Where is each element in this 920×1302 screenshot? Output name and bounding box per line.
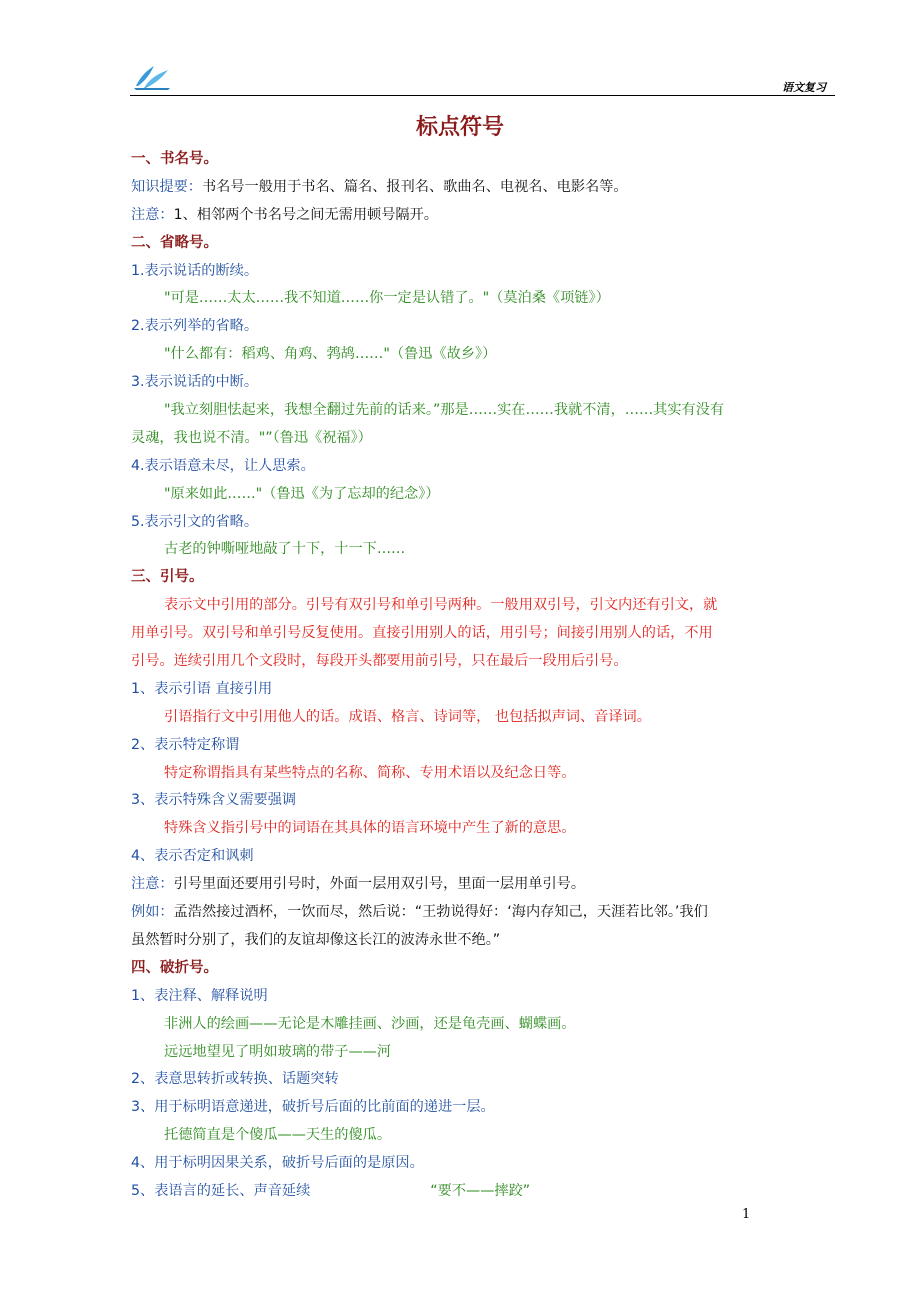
line-label: 5、表语言的延长、声音延续 [131, 1182, 311, 1199]
text-line: 1.表示说话的断续。 [131, 262, 259, 279]
text-line: 引语指行文中引用他人的话。成语、格言、诗词等， 也包括拟声词、音译词。 [164, 708, 651, 725]
line-text: 1、相邻两个书名号之间无需用顿号隔开。 [173, 206, 438, 223]
text-line: 灵魂，我也说不清。"”（鲁迅《祝福》） [131, 429, 372, 446]
page-title: 标点符号 [415, 115, 504, 140]
text-line: "我立刻胆怯起来，我想全翻过先前的话来。”那是……实在……我就不清，……其实有没有 [164, 402, 725, 419]
text-line: 古老的钟嘶哑地敲了十下，十一下…… [164, 541, 406, 558]
text-line: 4、表示否定和讽刺 [131, 848, 254, 865]
header-label: 语文复习 [782, 81, 826, 94]
text-line: 4、用于标明因果关系，破折号后面的是原因。 [131, 1155, 424, 1172]
text-line: 3、表示特殊含义需要强调 [131, 792, 297, 809]
header-divider [130, 95, 835, 96]
text-line: 特殊含义指引号中的词语在其具体的语言环境中产生了新的意思。 [164, 820, 576, 837]
text-line: 一、书名号。 [131, 151, 218, 167]
text-line [131, 871, 836, 899]
logo-icon [132, 64, 172, 90]
text-line: 3.表示说话的中断。 [131, 374, 259, 391]
text-line: 2、表示特定称谓 [131, 736, 240, 753]
text-line: 托德简直是个傻瓜——天生的傻瓜。 [164, 1127, 392, 1144]
line-text: 书名号一般用于书名、篇名、报刊名、歌曲名、电视名、电影名等。 [201, 178, 628, 195]
text-line [131, 202, 836, 230]
text-line: 四、破折号。 [131, 959, 218, 976]
text-line: 1、表示引语 直接引用 [131, 680, 273, 697]
text-line: 3、用于标明语意递进，破折号后面的比前面的递进一层。 [131, 1099, 495, 1116]
text-line: 2、表意思转折或转换、话题突转 [131, 1071, 339, 1088]
text-line [131, 899, 836, 927]
text-line: 表示文中引用的部分。引号有双引号和单引号两种。一般用双引号，引文内还有引文，就 [164, 597, 718, 614]
text-line: "什么都有：稻鸡、角鸡、鹁鸪……"（鲁迅《故乡》） [164, 346, 497, 363]
text-line: 1、表注释、解释说明 [131, 987, 268, 1004]
text-line: 2.表示列举的省略。 [131, 318, 259, 335]
line-label: 注意： [131, 876, 174, 893]
text-line: 三、引号。 [131, 569, 204, 586]
line-label: 注意： [131, 206, 174, 223]
text-line: 5.表示引文的省略。 [131, 513, 259, 530]
text-line: 虽然暂时分别了，我们的友谊却像这长江的波涛永世不绝。” [131, 931, 501, 948]
text-line: 引号。连续引用几个文段时，每段开头都要用前引号，只在最后一段用后引号。 [131, 653, 628, 670]
text-line: "可是……太太……我不知道……你一定是认错了。"（莫泊桑《项链》） [164, 290, 610, 307]
text-line [131, 1178, 836, 1206]
text-line: 特定称谓指具有某些特点的名称、简称、专用术语以及纪念日等。 [164, 764, 576, 781]
line-text: 孟浩然接过酒杯，一饮而尽，然后说：“王勃说得好：‘海内存知己，天涯若比邻。’我们 [173, 904, 708, 921]
line-label: 知识提要： [131, 178, 202, 195]
page-number: 1 [742, 1207, 751, 1222]
text-line: 用单引号。双引号和单引号反复使用。直接引用别人的话，用引号；间接引用别人的话，不用 [131, 625, 713, 642]
text-line [131, 174, 836, 202]
text-line: "原来如此……"（鲁迅《为了忘却的纪念》） [164, 485, 440, 502]
text-line: 非洲人的绘画——无论是木雕挂画、沙画，还是龟壳画、蝴蝶画。 [164, 1015, 576, 1032]
line-example: “要不——摔跤” [430, 1182, 531, 1199]
text-line: 远远地望见了明如玻璃的带子——河 [164, 1043, 392, 1060]
line-text: 引号里面还要用引号时，外面一层用双引号，里面一层用单引号。 [173, 876, 586, 893]
text-line: 二、省略号。 [131, 234, 218, 251]
text-line: 4.表示语意未尽，让人思索。 [131, 457, 315, 474]
document-body [131, 146, 836, 1206]
line-label: 例如： [131, 904, 174, 921]
